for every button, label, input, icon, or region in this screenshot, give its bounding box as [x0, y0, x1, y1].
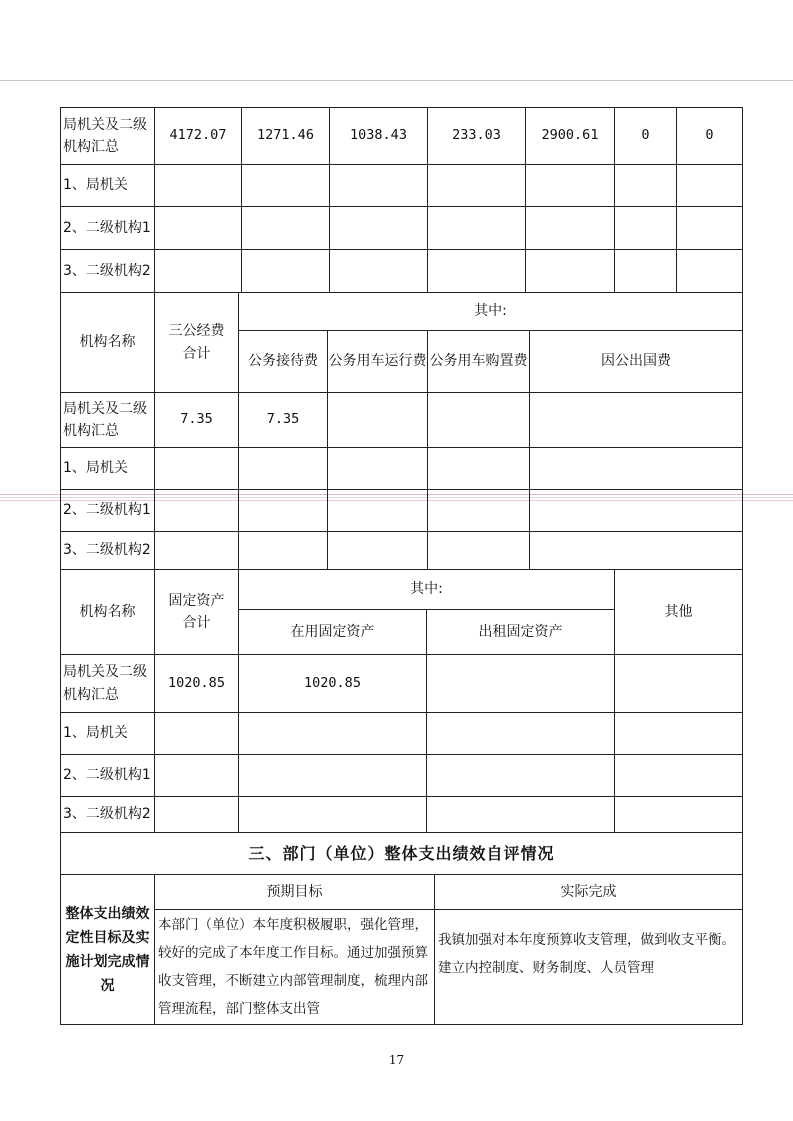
- column-header-other: 其他: [615, 570, 743, 655]
- cell: [615, 207, 677, 250]
- row-label: 2、二级机构1: [61, 490, 155, 532]
- row-label: 局机关及二级机构汇总: [61, 108, 155, 165]
- cell: [615, 755, 743, 797]
- cell: [330, 165, 428, 207]
- cell: [328, 393, 428, 448]
- cell: [239, 532, 328, 570]
- column-header-in-use: 在用固定资产: [239, 610, 427, 655]
- cell: [242, 165, 330, 207]
- cell: [615, 655, 743, 713]
- cell: 2900.61: [526, 108, 615, 165]
- cell: 7.35: [239, 393, 328, 448]
- cell: [155, 755, 239, 797]
- cell: [155, 490, 239, 532]
- column-header-leased: 出租固定资产: [427, 610, 615, 655]
- cell: [155, 448, 239, 490]
- table-row: [61, 713, 743, 755]
- cell: [242, 250, 330, 293]
- cell: [530, 490, 743, 532]
- expenditure-table-continued: [60, 107, 743, 293]
- row-label: 1、局机关: [61, 165, 155, 207]
- cell: [239, 713, 427, 755]
- cell: [239, 755, 427, 797]
- cell: [530, 532, 743, 570]
- cell: [677, 165, 743, 207]
- cell: [677, 207, 743, 250]
- table-row: [61, 393, 743, 448]
- column-header-of-which: 其中:: [239, 570, 615, 610]
- cell: [328, 448, 428, 490]
- cell: 0: [677, 108, 743, 165]
- row-label: 局机关及二级机构汇总: [61, 393, 155, 448]
- cell: [427, 755, 615, 797]
- table-row: [61, 490, 743, 532]
- cell: [428, 393, 530, 448]
- page-number: 17: [388, 1053, 405, 1067]
- cell: 1020.85: [155, 655, 239, 713]
- cell: [239, 448, 328, 490]
- cell: [526, 207, 615, 250]
- table-row: [61, 655, 743, 713]
- row-label: 3、二级机构2: [61, 250, 155, 293]
- table-row: [61, 448, 743, 490]
- table-row: [61, 108, 743, 165]
- cell: [677, 250, 743, 293]
- row-label: 2、二级机构1: [61, 207, 155, 250]
- cell: [155, 250, 242, 293]
- cell: [330, 207, 428, 250]
- table-row: [61, 165, 743, 207]
- cell: [155, 207, 242, 250]
- cell: [427, 713, 615, 755]
- cell: [615, 797, 743, 833]
- cell: 1020.85: [239, 655, 427, 713]
- cell: [428, 207, 526, 250]
- cell: [155, 165, 242, 207]
- table-header-row: [61, 875, 743, 910]
- page-top-border: [0, 80, 793, 81]
- table-row: [61, 250, 743, 293]
- column-header-vehicle-purchase: 公务用车购置费: [428, 331, 530, 393]
- cell: 1038.43: [330, 108, 428, 165]
- cell: [530, 393, 743, 448]
- table-row: [61, 532, 743, 570]
- cell: [155, 532, 239, 570]
- table-header-row: [61, 293, 743, 331]
- row-label: 1、局机关: [61, 713, 155, 755]
- cell: [239, 490, 328, 532]
- column-header-expected: 预期目标: [155, 875, 435, 910]
- table-header-row: [61, 570, 743, 610]
- cell: [428, 165, 526, 207]
- cell: [328, 532, 428, 570]
- sangong-expense-table: [60, 292, 743, 570]
- cell: [615, 713, 743, 755]
- table-row: [61, 797, 743, 833]
- cell: [155, 713, 239, 755]
- table-row: [61, 910, 743, 1025]
- cell: 0: [615, 108, 677, 165]
- column-header-org-name: 机构名称: [61, 293, 155, 393]
- table-row: [61, 207, 743, 250]
- cell: [530, 448, 743, 490]
- row-label-performance-goals: 整体支出绩效定性目标及实施计划完成情况: [61, 875, 155, 1025]
- cell: [428, 250, 526, 293]
- performance-self-evaluation-table: [60, 832, 743, 1025]
- cell: [526, 165, 615, 207]
- row-label: 局机关及二级机构汇总: [61, 655, 155, 713]
- column-header-total: 三公经费合计: [155, 293, 239, 393]
- cell: [615, 165, 677, 207]
- column-header-total: 固定资产合计: [155, 570, 239, 655]
- cell: [615, 250, 677, 293]
- cell: 233.03: [428, 108, 526, 165]
- cell: 7.35: [155, 393, 239, 448]
- column-header-org-name: 机构名称: [61, 570, 155, 655]
- expected-goal-text: 本部门（单位）本年度积极履职，强化管理，较好的完成了本年度工作目标。通过加强预算收支管理，不断建立内部管理制度，梳理内部管理流程，部门整体支出管: [155, 910, 435, 1025]
- cell: [155, 797, 239, 833]
- cell: [427, 797, 615, 833]
- table-row: [61, 755, 743, 797]
- cell: [242, 207, 330, 250]
- actual-completion-text: 我镇加强对本年度预算收支管理，做到收支平衡。建立内控制度、财务制度、人员管理: [435, 910, 743, 1025]
- fixed-assets-table: [60, 569, 743, 833]
- column-header-vehicle-operation: 公务用车运行费: [328, 331, 428, 393]
- cell: [239, 797, 427, 833]
- cell: [427, 655, 615, 713]
- cell: [330, 250, 428, 293]
- cell: 1271.46: [242, 108, 330, 165]
- row-label: 2、二级机构1: [61, 755, 155, 797]
- column-header-overseas-travel: 因公出国费: [530, 331, 743, 393]
- row-label: 3、二级机构2: [61, 797, 155, 833]
- column-header-reception: 公务接待费: [239, 331, 328, 393]
- cell: [428, 532, 530, 570]
- cell: [526, 250, 615, 293]
- row-label: 3、二级机构2: [61, 532, 155, 570]
- cell: [428, 490, 530, 532]
- section-title-row: [61, 833, 743, 875]
- column-header-actual: 实际完成: [435, 875, 743, 910]
- cell: [428, 448, 530, 490]
- cell: [328, 490, 428, 532]
- column-header-of-which: 其中:: [239, 293, 743, 331]
- cell: 4172.07: [155, 108, 242, 165]
- row-label: 1、局机关: [61, 448, 155, 490]
- section-title: 三、部门（单位）整体支出绩效自评情况: [61, 833, 743, 875]
